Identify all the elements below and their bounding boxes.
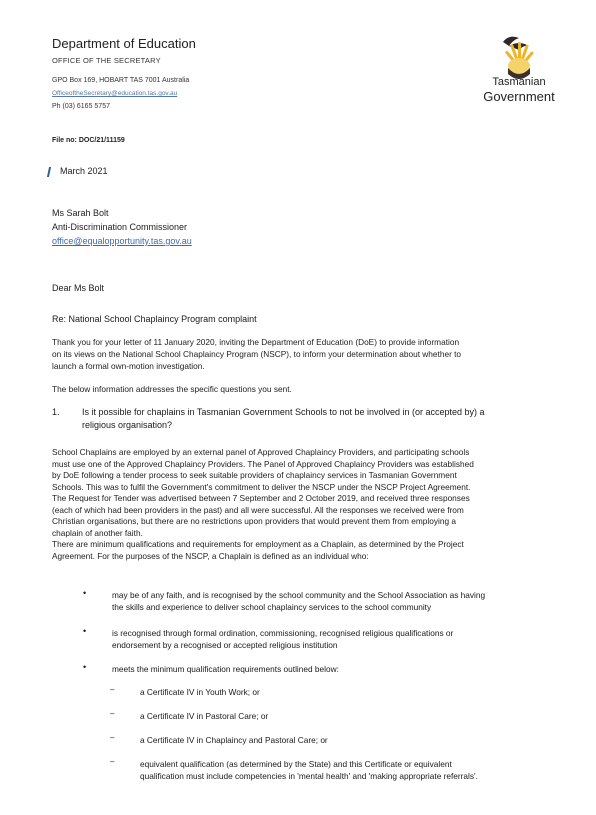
bullet-line: endorsement by a recognised or accepted religious institution [112, 639, 338, 650]
dash-line: qualification must include competencies in 'mental health' and 'making appropriate referrals'. [140, 770, 478, 781]
office-email-link[interactable]: OfficeoftheSecretary@education.tas.gov.au [52, 90, 178, 97]
department-name: Department of Education [52, 36, 196, 51]
phone-number: Ph (03) 6165 5757 [52, 103, 110, 110]
office-name: OFFICE OF THE SECRETARY [52, 56, 161, 65]
letter-date: March 2021 [60, 166, 108, 176]
dash-line: equivalent qualification (as determined by the State) and this Certificate or equivalent [140, 759, 452, 769]
bullet-line: the skills and experience to deliver school chaplaincy services to the school community [112, 601, 432, 612]
qualifications-line: There are minimum qualifications and requirements for employment as a Chaplain, as determined by the Project [52, 539, 464, 549]
intro-line-1: Thank you for your letter of 11 January 2020, inviting the Department of Education (DoE) to provide information [52, 337, 460, 347]
intro-paragraph-2: The below information addresses the specific questions you sent. [52, 384, 292, 394]
bullet-marker: • [83, 588, 87, 598]
answer-line: chaplain of another faith. [52, 527, 143, 538]
bullet-item [112, 590, 542, 613]
answer-line: by DoE following a tender process to seek suitable providers of chaplaincy services in Tasmanian Government [52, 470, 457, 480]
answer-line: Schools. This was to fulfil the Government's commitment to deliver the NSCP under the NSCP Project Agreement. [52, 481, 471, 492]
question-number: 1. [52, 407, 60, 417]
question-text [82, 406, 532, 431]
dash-item [140, 759, 540, 782]
dash-item: a Certificate IV in Pastoral Care; or [140, 711, 269, 721]
bullet-marker: • [83, 662, 87, 672]
recipient-title: Anti-Discrimination Commissioner [52, 222, 188, 232]
intro-line-3: launch a formal own-motion investigation. [52, 361, 205, 371]
dash-item: a Certificate IV in Youth Work; or [140, 687, 260, 697]
dash-item: a Certificate IV in Chaplaincy and Pastoral Care; or [140, 735, 328, 745]
answer-line: Christian organisations, but there are no restrictions upon providers that would prevent them from employing a [52, 516, 456, 526]
dash-marker: – [110, 709, 115, 718]
logo-text-line1: Tasmanian [492, 76, 546, 88]
answer-paragraph [52, 447, 548, 539]
answer-line: The Request for Tender was advertised between 7 September and 2 October 2019, and received three responses [52, 493, 470, 503]
file-number: File no: DOC/21/11159 [52, 137, 125, 144]
answer-line: (each of which had been providers in the past) and all were successful. All the responses we received were from [52, 504, 464, 515]
bullet-marker: • [83, 626, 87, 636]
bullet-line: may be of any faith, and is recognised by the school community and the School Association as having [112, 590, 486, 600]
bullet-item [112, 664, 542, 676]
bullet-line: is recognised through formal ordination, commissioning, recognised religious qualifications or [112, 628, 454, 638]
qualifications-paragraph [52, 539, 548, 562]
answer-line: School Chaplains are employed by an external panel of Approved Chaplaincy Providers, and participating schools [52, 447, 470, 457]
recipient-name: Ms Sarah Bolt [52, 208, 109, 218]
bullet-line: meets the minimum qualification requirements outlined below: [112, 664, 339, 674]
date-marker [47, 167, 51, 177]
bullet-item [112, 628, 542, 651]
recipient-email-link[interactable]: office@equalopportunity.tas.gov.au [52, 236, 192, 246]
question-line-1: Is it possible for chaplains in Tasmanian Government Schools to not be involved in (or accepted by) a [82, 407, 485, 417]
intro-line-2: on its views on the National School Chaplaincy Program (NSCP), to inform your determination about whether to [52, 349, 462, 359]
answer-line: must use one of the Approved Chaplaincy Providers. The Panel of Approved Chaplaincy Providers was established [52, 458, 474, 469]
question-line-2: religious organisation? [82, 419, 173, 430]
dash-marker: – [110, 757, 115, 766]
logo-text-line2: Government [483, 89, 555, 104]
postal-address: GPO Box 169, HOBART TAS 7001 Australia [52, 77, 190, 84]
salutation: Dear Ms Bolt [52, 283, 105, 293]
qualifications-line: Agreement. For the purposes of the NSCP, a Chaplain is defined as an individual who: [52, 550, 369, 561]
dash-marker: – [110, 685, 115, 694]
subject-line: Re: National School Chaplaincy Program complaint [52, 314, 257, 324]
dash-marker: – [110, 733, 115, 742]
